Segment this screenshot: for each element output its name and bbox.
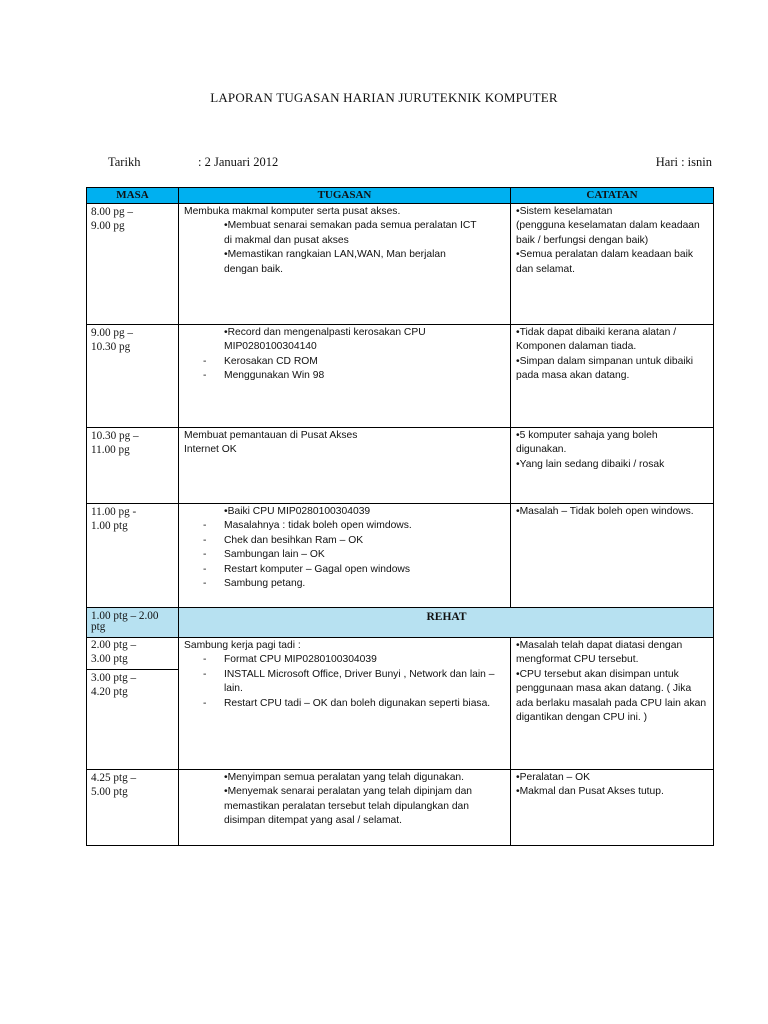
break-row	[87, 607, 714, 637]
time-cell	[87, 769, 179, 845]
task-dash-item: - Restart CPU tadi – OK dan boleh digunakan seperti biasa.	[184, 697, 506, 712]
task-dash-item: - Menggunakan Win 98	[184, 369, 506, 384]
time-cell	[87, 637, 179, 769]
task-dash-item: - Masalahnya : tidak boleh open wimdows.	[184, 519, 506, 534]
task-dash-item: - Sambung petang.	[184, 577, 506, 592]
note-text: (pengguna keselamatan dalam keadaan baik / berfungsi dengan baik)	[516, 220, 700, 246]
task-text: di makmal dan pusat akses	[224, 234, 349, 246]
time-end: 4.20 ptg	[91, 686, 128, 698]
task-dash-item: - Format CPU MIP0280100304039	[184, 653, 506, 668]
time-start: 9.00 pg –	[91, 326, 133, 339]
day-label: Hari : isnin	[655, 155, 712, 169]
table-header-row	[87, 188, 714, 204]
date-value: : 2 Januari 2012	[198, 155, 279, 169]
time-start: 11.00 pg -	[91, 505, 137, 518]
note-bullet: • Masalah – Tidak boleh open windows.	[516, 505, 709, 520]
task-text: Sambung kerja pagi tadi :	[184, 639, 301, 651]
task-bullet: • Baiki CPU MIP0280100304039	[184, 505, 506, 520]
task-dash-item: - Sambungan lain – OK	[184, 548, 506, 563]
note-cell	[511, 503, 714, 607]
note-cell	[511, 769, 714, 845]
time-end: 1.00 ptg	[91, 520, 128, 532]
task-bullet: • Membuat senarai semakan pada semua peralatan ICT	[184, 219, 506, 234]
task-cell	[179, 203, 511, 324]
note-bullet: • Semua peralatan dalam keadaan baik dan selamat.	[516, 248, 709, 277]
time-end: 3.00 ptg	[91, 653, 128, 665]
time-cell	[87, 607, 179, 637]
task-text: Membuat pemantauan di Pusat Akses	[184, 429, 358, 441]
time-start: 3.00 ptg –	[91, 671, 137, 684]
time-cell	[87, 324, 179, 427]
note-cell	[511, 203, 714, 324]
task-cell	[179, 769, 511, 845]
task-cell	[179, 427, 511, 503]
break-label: REHAT	[179, 607, 714, 637]
task-bullet: • Memastikan rangkaian LAN,WAN, Man berjalan	[184, 248, 506, 263]
note-bullet: • CPU tersebut akan disimpan untuk penggunaan masa akan datang. ( Jika ada berlaku masalah pada CPU lain akan digantikan dengan CPU ini. )	[516, 668, 709, 726]
task-text: Membuka makmal komputer serta pusat akses.	[184, 205, 401, 217]
note-bullet: • Yang lain sedang dibaiki / rosak	[516, 458, 709, 473]
task-bullet: • Menyemak senarai peralatan yang telah dipinjam dan memastikan peralatan tersebut telah dipulangkan dan disimpan ditempat yang asal / selamat.	[184, 785, 506, 829]
task-dash-item: - Restart komputer – Gagal open windows	[184, 563, 506, 578]
note-bullet: • Tidak dapat dibaiki kerana alatan / Komponen dalaman tiada.	[516, 326, 709, 355]
header-tugasan: TUGASAN	[179, 188, 511, 204]
time-end: 9.00 pg	[91, 220, 125, 232]
note-bullet: • Peralatan – OK	[516, 771, 709, 786]
task-bullet: • Menyimpan semua peralatan yang telah digunakan.	[184, 771, 506, 786]
task-text: MIP0280100304140	[224, 341, 317, 352]
note-bullet: • Masalah telah dapat diatasi dengan mengformat CPU tersebut.	[516, 639, 709, 668]
header-masa: MASA	[87, 188, 179, 204]
task-cell	[179, 637, 511, 769]
time-cell	[87, 427, 179, 503]
table-row	[87, 503, 714, 607]
note-bullet: • 5 komputer sahaja yang boleh digunakan.	[516, 429, 709, 458]
task-dash-item: - INSTALL Microsoft Office, Driver Bunyi , Network dan lain – lain.	[184, 668, 506, 697]
note-bullet: • Makmal dan Pusat Akses tutup.	[516, 785, 709, 800]
time-start: 1.00 ptg – 2.00	[91, 609, 159, 622]
note-cell	[511, 324, 714, 427]
task-bullet: • Record dan mengenalpasti kerosakan CPU	[184, 326, 506, 341]
date-label: Tarikh	[108, 155, 141, 169]
note-bullet: • Sistem keselamatan	[516, 205, 709, 220]
table-row	[87, 324, 714, 427]
report-title: LAPORAN TUGASAN HARIAN JURUTEKNIK KOMPUTER	[210, 90, 558, 105]
header-catatan: CATATAN	[511, 188, 714, 204]
task-dash-item: - Kerosakan CD ROM	[184, 355, 506, 370]
task-cell	[179, 324, 511, 427]
time-end: 11.00 pg	[91, 444, 130, 456]
task-text: Internet OK	[184, 444, 237, 455]
time-end: 10.30 pg	[91, 341, 131, 353]
table-row	[87, 427, 714, 503]
table-row	[87, 203, 714, 324]
time-cell	[87, 503, 179, 607]
time-end: 5.00 ptg	[91, 786, 128, 798]
note-cell	[511, 637, 714, 769]
task-table	[86, 187, 714, 846]
note-bullet: • Simpan dalam simpanan untuk dibaiki pada masa akan datang.	[516, 355, 709, 384]
table-row	[87, 637, 714, 769]
task-cell	[179, 503, 511, 607]
task-dash-item: - Chek dan besihkan Ram – OK	[184, 534, 506, 549]
time-start: 4.25 ptg –	[91, 771, 137, 784]
time-block-top	[87, 638, 178, 670]
time-start: 8.00 pg –	[91, 205, 133, 218]
time-cell	[87, 203, 179, 324]
time-end: ptg	[91, 621, 106, 633]
note-cell	[511, 427, 714, 503]
table-row	[87, 769, 714, 845]
time-start: 10.30 pg –	[91, 429, 139, 442]
time-start: 2.00 ptg –	[91, 638, 137, 651]
task-text: dengan baik.	[224, 263, 283, 275]
